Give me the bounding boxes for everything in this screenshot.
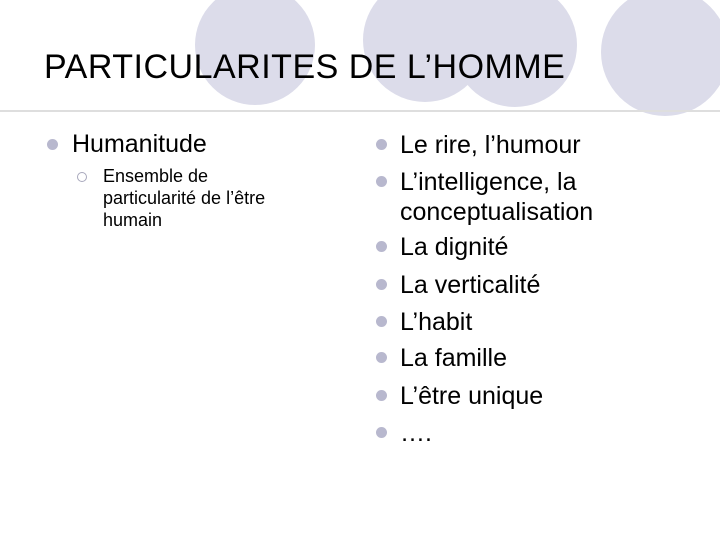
bullet-icon: [376, 427, 387, 438]
slide-title: PARTICULARITES DE L’HOMME: [44, 48, 566, 86]
decor-circle: [601, 0, 720, 116]
title-divider: [0, 110, 720, 112]
list-item: La verticalité: [400, 271, 541, 299]
list-item: La famille: [400, 344, 507, 372]
bullet-icon: [376, 176, 387, 187]
bullet-icon: [376, 390, 387, 401]
list-item: L’être unique: [400, 382, 544, 410]
left-heading: Humanitude: [72, 130, 207, 158]
bullet-icon: [376, 316, 387, 327]
bullet-icon: [47, 139, 58, 150]
bullet-icon: [376, 139, 387, 150]
sub-text-line: particularité de l’être: [103, 188, 266, 208]
list-item: ….: [400, 419, 432, 447]
bullet-icon: [376, 279, 387, 290]
list-item: L’intelligence, la: [400, 168, 577, 196]
list-item-continued: conceptualisation: [400, 198, 594, 226]
sub-bullet-icon: [77, 172, 87, 182]
list-item: L’habit: [400, 308, 473, 336]
list-item: Le rire, l’humour: [400, 131, 581, 159]
bullet-icon: [376, 241, 387, 252]
bullet-icon: [376, 352, 387, 363]
sub-text-line: humain: [103, 210, 163, 230]
sub-text-line: Ensemble de: [103, 166, 209, 186]
list-item: La dignité: [400, 233, 509, 261]
